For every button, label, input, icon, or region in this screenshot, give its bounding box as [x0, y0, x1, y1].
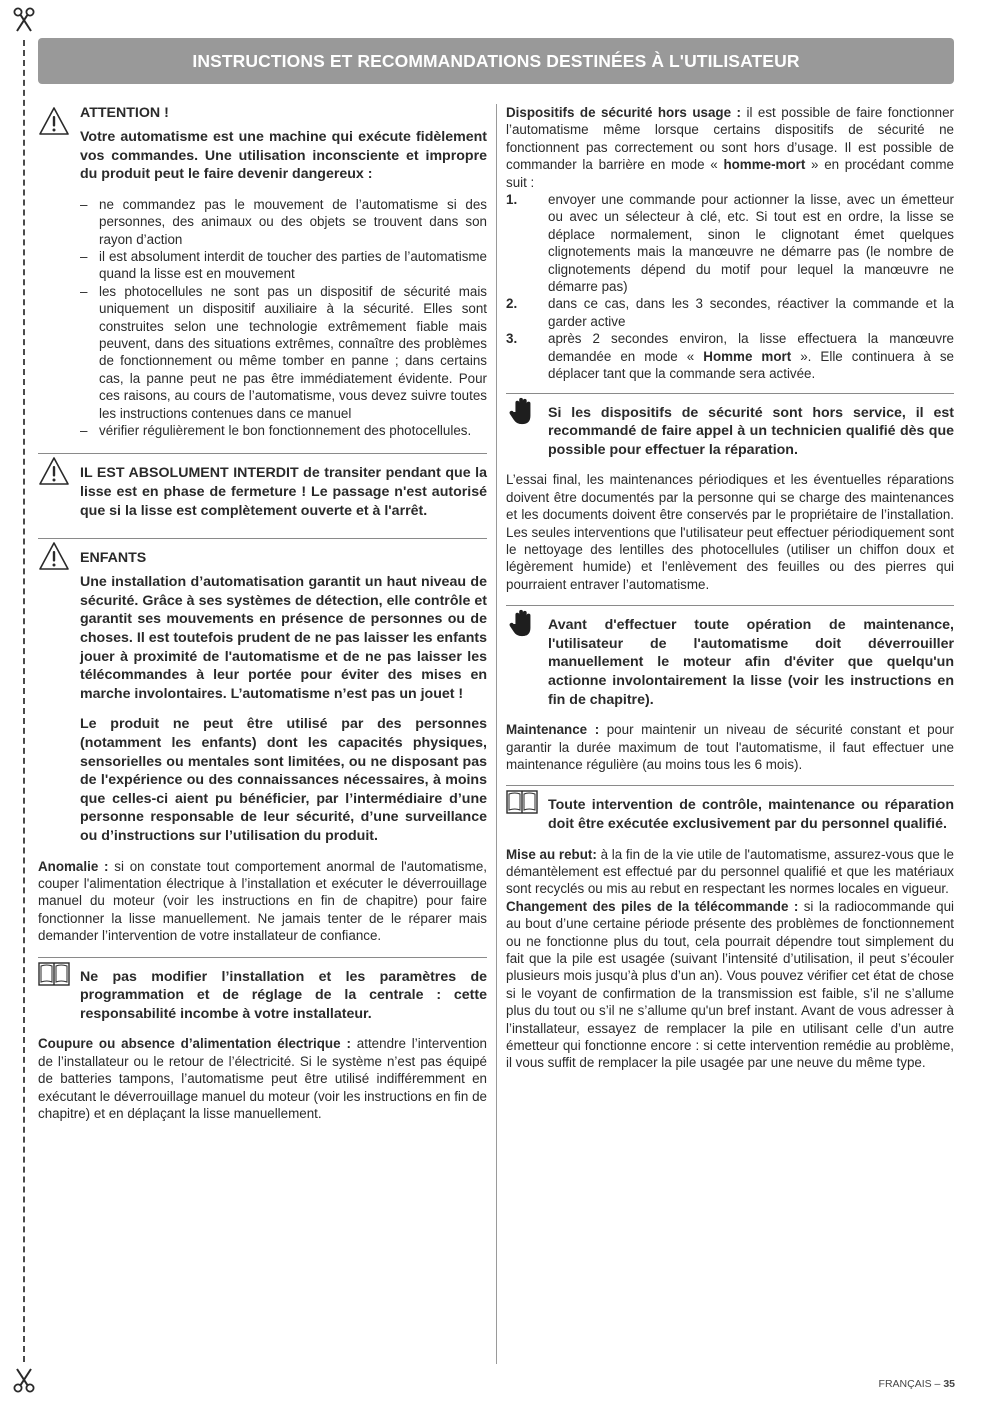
cut-line — [23, 40, 25, 1362]
warning-triangle-icon — [38, 456, 70, 486]
paragraph-text: à la fin de la vie utile de l'automatisme, assurez-vous que le démantèlement est effectué par du personnel qualifié et que les matériaux sont recyclés ou mis au rebut en respectant les normes locales en vigueur. — [506, 846, 954, 897]
paragraph-text: si la radiocommande qui au bout d’une certaine période présente des problèmes de fonctionnement ou ne fonctionne plus du tout, cela pourrait dépendre tout simplement du fait que la pile est usagée (suivant l’intensité d’utilisation, il peut s’écouler plusieurs mois jusqu’à plus d’un an). Vous pouvez vérifier cet état de chose si le voyant de confirmation de la transmission est faible, s’il ne s’allume plus du tout ou s’il ne s’allume qu'un bref instant. Avant de vous adresser à l’installateur, essayez de remplacer la pile en utilisant celle d’un autre émetteur qui fonctionne encore : si cette intervention remédie au problème, il vous suffit de remplacer la pile usagée par une neuve du même type. — [506, 898, 954, 1071]
dispositifs-paragraph — [506, 104, 954, 191]
paragraph-text: » en procédant comme suit : — [506, 157, 954, 190]
callout-title: ATTENTION ! — [80, 105, 169, 121]
callout-text: Avant d'effectuer toute opération de maintenance, l'utilisateur de l'automatisme doit déverrouiller manuellement le moteur afin d'éviter que quelqu'un actionne involontairement la lisse (voir les instructions en fin de chapitre). — [548, 617, 954, 708]
paragraph-text: attendre l’intervention de l’installateur ou le retour de l’électricité. Si le système n’est pas équipé de batteries tampons, l’automatisme peut être utilisé indifféremment en exécutant le déverrouillage manuel du moteur (voir les instructions en fin de chapitre) et en déplaçant la lisse manuellement. — [38, 1036, 487, 1121]
book-icon — [506, 788, 538, 818]
step-item — [506, 191, 954, 295]
stop-hand-icon — [506, 608, 538, 638]
paragraph-text: il est possible de faire fonctionner l’automatisme même lorsque certains dispositifs de sécurité ne fonctionnent pas correctement ou sont hors d’usage. Il est possible de commander la barrière en mode « — [506, 105, 954, 173]
callout-text: Toute intervention de contrôle, maintenance ou réparation doit être exécutée exclusivement par du personnel qualifié. — [548, 797, 954, 832]
step-text: envoyer une commande pour actionner la lisse, avec un émetteur ou avec un sélecteur à clé, etc. Si tout est en ordre, la lisse se déplace normalement, sinon le clignotant émet quelques clignotements mais la manœuvre ne démarre pas (le nombre de clignotements dépend du motif pour lequel la manœuvre ne démarre pas) — [548, 192, 954, 295]
callout-text: Si les dispositifs de sécurité sont hors service, il est recommandé de faire appel à un technicien qualifié dès que possible pour effectuer la réparation. — [548, 404, 954, 458]
avant-callout — [506, 605, 954, 709]
step-text: ». Elle continuera à se déplacer tant que la commande sera activée. — [548, 348, 954, 382]
list-item: – il est absolument interdit de toucher des parties de l’automatisme quand la lisse est en mouvement — [80, 248, 487, 283]
anomalie-paragraph — [38, 858, 487, 945]
paragraph-lead: Anomalie : — [38, 858, 109, 874]
interdit-callout — [38, 453, 487, 520]
warning-triangle-icon — [38, 541, 70, 571]
callout-title: ENFANTS — [80, 550, 147, 567]
piles-paragraph — [506, 898, 954, 1072]
paragraph-lead: Maintenance : — [506, 722, 600, 738]
book-icon — [38, 960, 70, 990]
page-footer — [879, 1378, 955, 1390]
paragraph-lead: Coupure ou absence d’alimentation électrique : — [38, 1036, 351, 1052]
callout-text: Ne pas modifier l’installation et les paramètres de programmation et de réglage de la centrale : cette responsabilité incombe à votre installateur. — [80, 968, 487, 1022]
hors-service-callout — [506, 393, 954, 460]
stop-hand-icon — [506, 396, 538, 426]
maintenance-paragraph — [506, 721, 954, 773]
step-text: après 2 secondes environ, la lisse effectuera la manœuvre demandée en mode « — [548, 331, 954, 364]
attention-list — [38, 196, 487, 440]
list-item: – ne commandez pas le mouvement de l’automatisme si des personnes, des animaux ou des objets se trouvent dans son rayon d’action — [80, 196, 487, 248]
footer-language: FRANÇAIS – — [878, 1378, 944, 1390]
step-bold: Homme mort — [703, 348, 792, 364]
step-number: 2. — [506, 296, 518, 312]
toute-callout — [506, 785, 954, 833]
callout-text: Une installation d’automatisation garantit un haut niveau de sécurité. Grâce à ses systèmes de détection, elle contrôle et garantit ses mouvements en présence de personnes ou de choses. Il est toutefois prudent de ne pas laisser les enfants jouer à proximité de l'automatisme et de ne pas laisser les télécommandes à leur portée pour éviter des mises en marche involontaires. L’automatisme n’est pas un jouet ! — [80, 574, 487, 702]
right-column — [506, 104, 954, 1084]
list-item: – vérifier régulièrement le bon fonctionnement des photocellules. — [80, 422, 487, 439]
step-number: 1. — [506, 192, 518, 208]
modifier-callout — [38, 957, 487, 1024]
rebut-paragraph — [506, 846, 954, 898]
step-text: dans ce cas, dans les 3 secondes, réactiver la commande et la garder active — [548, 296, 954, 329]
coupure-paragraph — [38, 1035, 487, 1122]
callout-text: Votre automatisme est une machine qui exécute fidèlement vos commandes. Une utilisation inconsciente et impropre du produit peut le faire devenir dangereux : — [80, 129, 487, 183]
step-item — [506, 330, 954, 382]
step-number: 3. — [506, 331, 518, 347]
paragraph-text: pour maintenir un niveau de sécurité constant et pour garantir la durée maximum de tout l'automatisme, il faut effectuer une maintenance régulière (au moins tous les 6 mois). — [506, 722, 954, 772]
warning-triangle-icon — [38, 106, 70, 136]
list-item: – les photocellules ne sont pas un dispositif de sécurité mais uniquement un dispositif auxiliaire à la sécurité. Elles sont construites selon une technologie extrêmement fiable mais peuvent, dans des situations extrêmes, connaître des problèmes de fonctionnement ou même tomber en panne ; dans certains cas, la panne peut ne pas être immédiatement évidente. Pour ces raisons, au cours de l’automatisme, vous devez suivre toutes les instructions contenues dans ce manuel — [80, 283, 487, 422]
step-item — [506, 295, 954, 330]
left-column — [38, 104, 487, 1134]
paragraph-bold: homme-mort — [723, 157, 806, 173]
paragraph-lead: Changement des piles de la télécommande : — [506, 898, 799, 914]
enfants-callout — [38, 538, 487, 845]
column-divider — [496, 104, 497, 1364]
paragraph-lead: Dispositifs de sécurité hors usage : — [506, 105, 741, 120]
section-title-bar: INSTRUCTIONS ET RECOMMANDATIONS DESTINÉES À L'UTILISATEUR — [38, 38, 954, 84]
callout-text: Le produit ne peut être utilisé par des personnes (notamment les enfants) dont les capacités physiques, sensorielles ou mentales sont limitées, ou ne disposant pas de l'expérience ou des connaissances nécessaires, à moins que celles-ci aient pu bénéficier, par l’intermédiaire d’une personne responsable de leur sécurité, d’une surveillance ou d’instructions sur l’utilisation du produit. — [80, 716, 487, 844]
scissors-icon — [10, 1366, 38, 1394]
essai-paragraph: L’essai final, les maintenances périodiques et les éventuelles réparations doivent être documentés par la personne qui se charge des maintenances et les documents doivent être conservés par le propriétaire de l’installation. Les seules interventions que l'utilisateur peut effectuer périodiquement sont le nettoyage des lentilles des photocellules (utiliser un chiffon doux et légèrement humide) et l'enlèvement des feuilles ou des pierres qui pourraient entraver l’automatisme. — [506, 472, 954, 592]
scissors-icon — [10, 6, 38, 34]
paragraph-text: si on constate tout comportement anormal de l'automatisme, couper l'alimentation électrique à l’installation et exécuter le déverrouillage manuel du moteur (voir les instructions en fin de chapitre) pour faire fonctionner la lisse manuellement. Ne jamais tenter de le réparer mais demander l’intervention de votre installateur de confiance. — [38, 858, 487, 944]
steps-list — [506, 191, 954, 382]
callout-text: IL EST ABSOLUMENT INTERDIT de transiter pendant que la lisse est en phase de fermeture ! Le passage n'est autorisé que si la lisse est complètement ouverte et à l'arrêt. — [80, 465, 487, 519]
attention-callout — [38, 104, 487, 184]
paragraph-lead: Mise au rebut: — [506, 846, 597, 862]
page-number: 35 — [943, 1378, 955, 1390]
